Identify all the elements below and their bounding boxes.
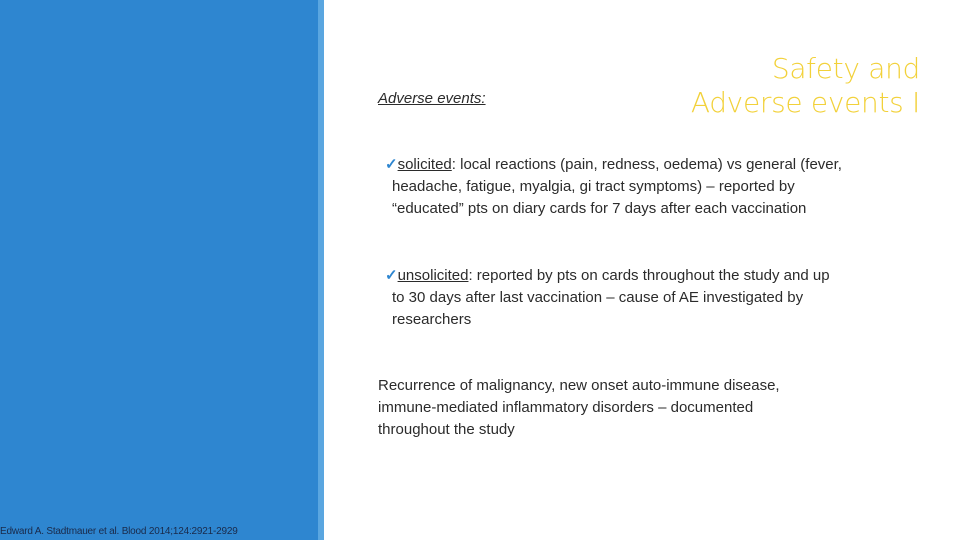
title-line-2: Adverse events I xyxy=(690,86,920,119)
bullet-text: headache, fatigue, myalgia, gi tract symptoms) – reported by xyxy=(392,178,795,195)
checkmark-icon: ✓ xyxy=(385,267,398,284)
bullet-text: : reported by pts on cards throughout the study and up xyxy=(468,267,830,284)
bullet-text: researchers xyxy=(392,311,472,328)
title-panel xyxy=(0,0,318,540)
checkmark-icon: ✓ xyxy=(385,156,398,173)
bullet-solicited xyxy=(378,154,895,220)
panel-divider xyxy=(318,0,324,540)
recurrence-paragraph xyxy=(378,375,858,441)
title-line-1: Safety and xyxy=(771,52,920,85)
bullet-text: “educated” pts on diary cards for 7 days after each vaccination xyxy=(392,200,807,217)
paragraph-line: Recurrence of malignancy, new onset auto-immune disease, xyxy=(378,377,780,394)
paragraph-line: throughout the study xyxy=(378,421,515,438)
bullet-term: unsolicited xyxy=(397,267,469,284)
bullet-text: : local reactions (pain, redness, oedema) vs general (fever, xyxy=(451,156,842,173)
paragraph-line: immune-mediated inflammatory disorders – documented xyxy=(378,399,754,416)
content-heading: Adverse events: xyxy=(378,90,486,107)
slide-content xyxy=(378,88,898,438)
citation: Edward A. Stadtmauer et al. Blood 2014;124:2921-2929 xyxy=(0,526,238,537)
bullet-unsolicited xyxy=(378,265,895,331)
bullet-term: solicited xyxy=(397,156,452,173)
bullet-text: to 30 days after last vaccination – cause of AE investigated by xyxy=(392,289,804,306)
